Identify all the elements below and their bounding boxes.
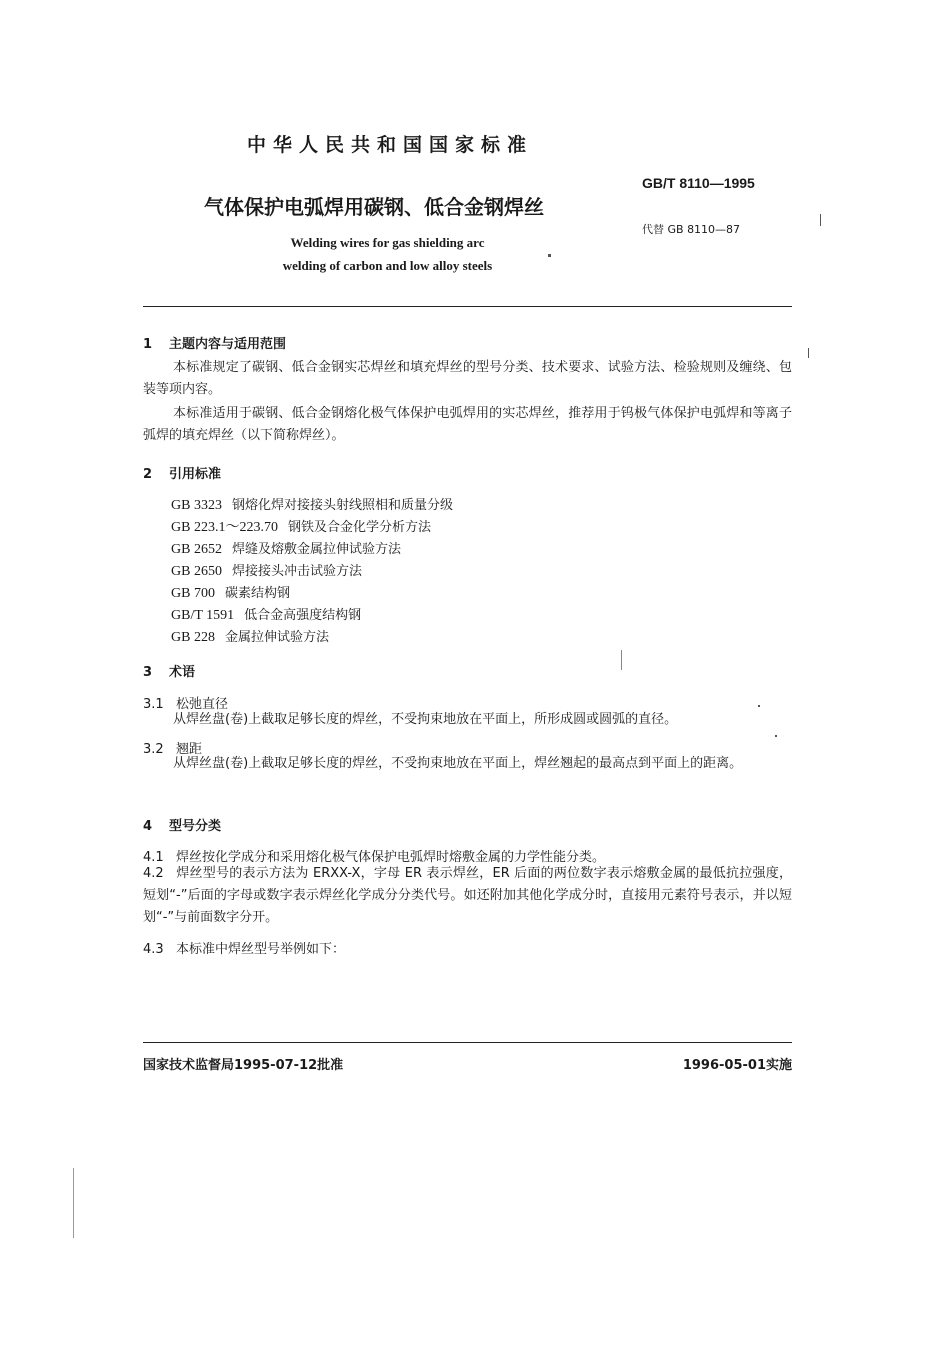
reference-code: GB 2652 <box>171 542 222 557</box>
reference-title: 焊缝及熔敷金属拉伸试验方法 <box>231 542 401 557</box>
document-title: 气体保护电弧焊用碳钢、低合金钢焊丝 <box>204 195 544 219</box>
reference-code: GB 700 <box>171 586 215 601</box>
subsection-number: 4.3 <box>143 942 164 957</box>
section-number: 2 <box>143 467 153 482</box>
scan-speck <box>775 735 777 737</box>
section-title: 主题内容与适用范围 <box>169 337 287 352</box>
subsection-4-2 <box>143 863 792 929</box>
reference-item <box>171 604 361 624</box>
scan-speck <box>808 348 809 358</box>
reference-item <box>171 560 362 580</box>
standard-number: GB/T 8110—1995 <box>642 175 755 191</box>
subsection-number: 3.2 <box>143 742 164 757</box>
header-divider <box>143 306 792 307</box>
reference-title: 钢熔化焊对接接头射线照相和质量分级 <box>231 498 453 513</box>
reference-title: 钢铁及合金化学分析方法 <box>287 520 431 535</box>
standard-header-title: 中华人民共和国国家标准 <box>246 134 533 156</box>
english-title-line2: welding of carbon and low alloy steels <box>282 258 493 273</box>
reference-title: 焊接接头冲击试验方法 <box>231 564 362 579</box>
scan-speck <box>621 650 622 670</box>
reference-item <box>171 538 401 558</box>
reference-title: 碳素结构钢 <box>224 586 290 601</box>
english-title-line1: Welding wires for gas shielding arc <box>290 235 485 250</box>
section-1-paragraph-1: 本标准规定了碳钢、低合金钢实芯焊丝和填充焊丝的型号分类、技术要求、试验方法、检验规则及缠绕、包装等项内容。 <box>143 360 792 397</box>
subsection-number: 4.1 <box>143 850 164 865</box>
reference-item <box>171 516 431 536</box>
reference-code: GB 2650 <box>171 564 222 579</box>
section-1-heading <box>143 333 286 352</box>
section-number: 3 <box>143 665 153 680</box>
section-title: 型号分类 <box>169 819 222 834</box>
reference-title: 金属拉伸试验方法 <box>224 630 329 645</box>
scan-speck <box>820 214 821 226</box>
scan-speck <box>758 705 760 707</box>
subsection-text: 焊丝型号的表示方法为 ERXX-X，字母 ER 表示焊丝，ER 后面的两位数字表示熔敷金属的最低抗拉强度，短划“-”后面的字母或数字表示焊丝化学成分分类代号。如还附加其他化学成分时，直接用元素符号表示，并以短划“-”与前面数字分开。 <box>143 866 792 925</box>
subsection-title: 翘距 <box>176 742 203 757</box>
section-title: 术语 <box>169 665 196 680</box>
scan-speck <box>73 1168 74 1238</box>
reference-item <box>171 626 329 646</box>
reference-code: GB 228 <box>171 630 215 645</box>
reference-item <box>171 582 290 602</box>
subsection-4-3 <box>143 938 345 957</box>
subsection-text: 本标准中焊丝型号举例如下： <box>176 942 346 957</box>
section-4-heading <box>143 815 221 834</box>
subsection-title: 松弛直径 <box>176 697 229 712</box>
subsection-text: 焊丝按化学成分和采用熔化极气体保护电弧焊时熔敷金属的力学性能分类。 <box>176 850 606 865</box>
subsection-3-2-text: 从焊丝盘(卷)上截取足够长度的焊丝，不受拘束地放在平面上，焊丝翘起的最高点到平面上的距离。 <box>173 756 743 771</box>
reference-code: GB 223.1～223.70 <box>171 520 278 535</box>
section-1-paragraph-2: 本标准适用于碳钢、低合金钢熔化极气体保护电弧焊用的实芯焊丝，推荐用于钨极气体保护电弧焊和等离子弧焊的填充焊丝（以下简称焊丝）。 <box>143 406 792 443</box>
footer-divider <box>143 1042 792 1043</box>
subsection-number: 3.1 <box>143 697 164 712</box>
section-number: 1 <box>143 337 153 352</box>
scan-speck <box>548 254 551 257</box>
reference-code: GB 3323 <box>171 498 222 513</box>
section-2-heading <box>143 463 221 482</box>
approval-date: 国家技术监督局1995-07-12批准 <box>143 1058 344 1073</box>
section-number: 4 <box>143 819 153 834</box>
replaces-standard: 代替 GB 8110—87 <box>642 223 741 236</box>
section-title: 引用标准 <box>169 467 222 482</box>
subsection-3-1-text: 从焊丝盘(卷)上截取足够长度的焊丝，不受拘束地放在平面上，所形成圆或圆弧的直径。 <box>173 712 678 727</box>
reference-title: 低合金高强度结构钢 <box>244 608 362 623</box>
reference-item <box>171 494 453 514</box>
reference-code: GB/T 1591 <box>171 608 235 623</box>
subsection-number: 4.2 <box>143 866 164 881</box>
section-3-heading <box>143 661 195 680</box>
effective-date: 1996-05-01实施 <box>682 1058 792 1073</box>
